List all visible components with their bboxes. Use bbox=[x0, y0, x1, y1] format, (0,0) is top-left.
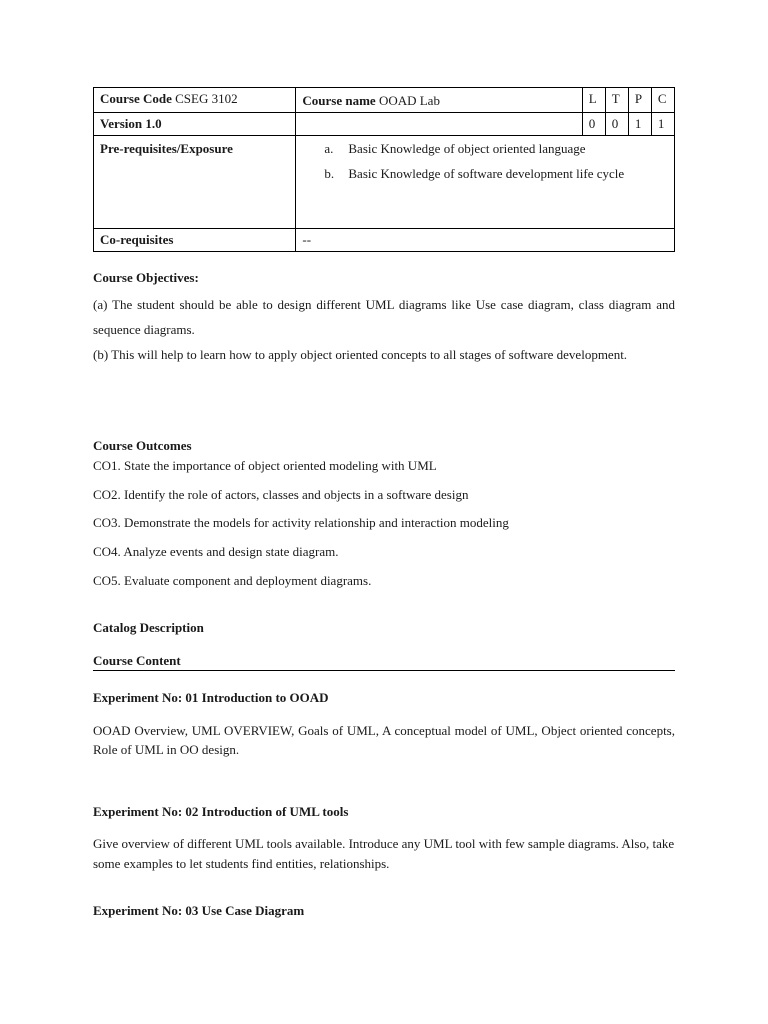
course-code-value: CSEG 3102 bbox=[175, 91, 238, 106]
ltpc-header-c: C bbox=[651, 88, 674, 113]
outcome-co3: CO3. Demonstrate the models for activity relationship and interaction modeling bbox=[93, 515, 509, 530]
outcome-co2: CO2. Identify the role of actors, classes and objects in a software design bbox=[93, 487, 469, 502]
ltpc-header-l: L bbox=[582, 88, 605, 113]
experiment-03-title: Experiment No: 03 Use Case Diagram bbox=[93, 903, 305, 918]
empty-cell bbox=[296, 113, 582, 136]
course-name-label: Course name bbox=[302, 93, 376, 108]
list-marker: a. bbox=[324, 141, 334, 156]
coreq-value: -- bbox=[296, 229, 675, 252]
table-row bbox=[94, 229, 675, 252]
ltpc-value-l: 0 bbox=[582, 113, 605, 136]
list-marker: b. bbox=[324, 166, 335, 181]
experiment-01-title: Experiment No: 01 Introduction to OOAD bbox=[93, 690, 329, 705]
objective-a: (a) The student should be able to design different UML diagrams like Use case diagram, class diagram and sequence diagrams. bbox=[93, 297, 675, 337]
experiment-01-body: OOAD Overview, UML OVERVIEW, Goals of UML, A conceptual model of UML, Object oriented concepts, Role of UML in OO design. bbox=[93, 723, 675, 757]
list-item-text: Basic Knowledge of software development life cycle bbox=[348, 166, 625, 181]
experiment-02-body: Give overview of different UML tools available. Introduce any UML tool with few sample diagrams. Also, take some examples to let students find entities, relationships. bbox=[93, 836, 675, 871]
coreq-label: Co-requisites bbox=[94, 229, 296, 252]
prereq-label: Pre-requisites/Exposure bbox=[94, 136, 296, 229]
table-row bbox=[94, 113, 675, 136]
catalog-heading: Catalog Description bbox=[93, 620, 204, 635]
course-name-value: OOAD Lab bbox=[378, 93, 440, 108]
list-item bbox=[324, 136, 668, 161]
objectives-heading: Course Objectives: bbox=[93, 270, 199, 285]
objective-b: (b) This will help to learn how to apply object oriented concepts to all stages of software development. bbox=[93, 347, 628, 362]
table-row bbox=[94, 136, 675, 229]
ltpc-header-t: T bbox=[605, 88, 628, 113]
experiment-02-title: Experiment No: 02 Introduction of UML tools bbox=[93, 804, 349, 819]
table-row bbox=[94, 88, 675, 113]
outcome-co5: CO5. Evaluate component and deployment diagrams. bbox=[93, 573, 372, 588]
version-cell: Version 1.0 bbox=[94, 113, 296, 136]
ltpc-value-t: 0 bbox=[605, 113, 628, 136]
course-code-label: Course Code bbox=[100, 91, 172, 106]
list-item bbox=[324, 161, 668, 186]
outcome-co4: CO4. Analyze events and design state diagram. bbox=[93, 544, 339, 559]
ltpc-value-c: 1 bbox=[651, 113, 674, 136]
course-code-cell bbox=[94, 88, 296, 113]
list-item-text: Basic Knowledge of object oriented language bbox=[348, 141, 586, 156]
course-name-cell bbox=[296, 88, 582, 113]
prereq-list bbox=[302, 136, 668, 186]
content-heading: Course Content bbox=[93, 653, 181, 668]
ltpc-value-p: 1 bbox=[628, 113, 651, 136]
outcome-co1: CO1. State the importance of object oriented modeling with UML bbox=[93, 458, 437, 473]
course-info-table bbox=[93, 87, 675, 252]
ltpc-header-p: P bbox=[628, 88, 651, 113]
prereq-cell bbox=[296, 136, 675, 229]
section-divider bbox=[93, 670, 675, 671]
outcomes-heading: Course Outcomes bbox=[93, 438, 192, 453]
